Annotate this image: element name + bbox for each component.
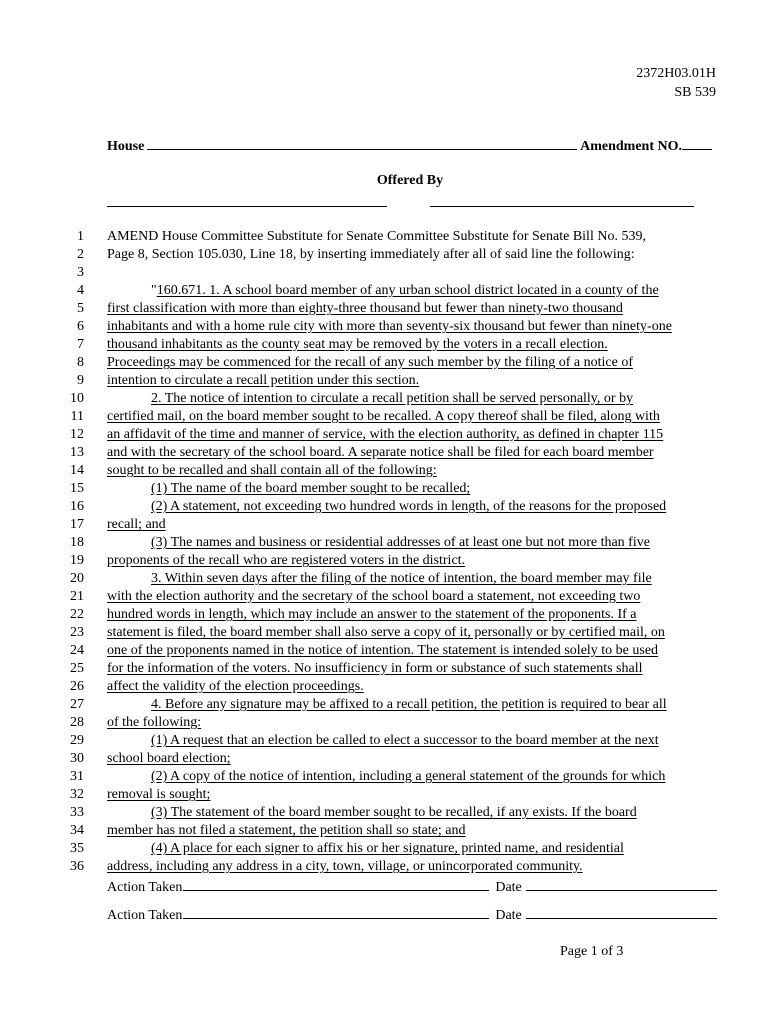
line-number: 34 (70, 823, 84, 838)
line-content: address, including any address in a city, town, village, or unincorporated community. (107, 859, 583, 874)
document-line (0, 804, 770, 822)
line-number: 24 (70, 643, 84, 658)
line-content: proponents of the recall who are registered voters in the district. (107, 553, 466, 568)
line-content: (1) A request that an election be called to elect a successor to the board member at the next (151, 733, 659, 748)
sponsor-signature-line-left (107, 206, 387, 207)
line-text (107, 228, 646, 246)
line-text (107, 444, 654, 462)
line-content: (3) The names and business or residential addresses of at least one but not more than five (151, 535, 650, 550)
line-text (107, 516, 166, 534)
line-text (107, 786, 210, 804)
line-text (107, 336, 608, 354)
line-number: 20 (70, 571, 84, 586)
line-content: certified mail, on the board member sought to be recalled. A copy thereof shall be filed, along with (107, 409, 660, 424)
line-text (151, 390, 633, 408)
house-label: House (107, 139, 145, 154)
document-line (0, 462, 770, 480)
document-line (0, 858, 770, 876)
document-line (0, 534, 770, 552)
line-number: 31 (70, 769, 84, 784)
line-text (151, 696, 667, 714)
line-text (151, 768, 665, 786)
line-text (107, 642, 658, 660)
line-content: AMEND House Committee Substitute for Senate Committee Substitute for Senate Bill No. 539, (107, 229, 646, 244)
line-text (151, 804, 637, 822)
line-text (107, 714, 201, 732)
line-number: 6 (77, 319, 84, 334)
document-line (0, 624, 770, 642)
document-line (0, 786, 770, 804)
document-line (0, 606, 770, 624)
line-text (107, 678, 364, 696)
line-number: 15 (70, 481, 84, 496)
document-line (0, 426, 770, 444)
document-line (0, 408, 770, 426)
line-text (151, 570, 652, 588)
line-number: 9 (77, 373, 84, 388)
document-line (0, 750, 770, 768)
document-line (0, 228, 770, 246)
line-number: 30 (70, 751, 84, 766)
line-text (107, 408, 660, 426)
line-text (151, 480, 470, 498)
line-text (107, 354, 633, 372)
document-line (0, 714, 770, 732)
line-text (107, 426, 663, 444)
line-text (107, 858, 583, 876)
document-line (0, 822, 770, 840)
line-content: (2) A statement, not exceeding two hundred words in length, of the reasons for the proposed (151, 499, 667, 514)
date-blank (526, 906, 717, 919)
line-number: 14 (70, 463, 84, 478)
line-text (107, 246, 635, 264)
line-number: 5 (77, 301, 84, 316)
document-line (0, 498, 770, 516)
line-text (107, 318, 672, 336)
action-taken-row-1 (107, 878, 717, 896)
amendment-body (0, 228, 770, 876)
action-taken-blank (183, 906, 489, 919)
document-line (0, 264, 770, 282)
line-number: 8 (77, 355, 84, 370)
senate-bill-number: SB 539 (674, 85, 716, 100)
document-line (0, 354, 770, 372)
date-label: Date (495, 880, 522, 895)
line-content: of the following: (107, 715, 202, 730)
line-number: 10 (70, 391, 84, 406)
line-text (107, 624, 665, 642)
document-line (0, 336, 770, 354)
document-line (0, 372, 770, 390)
line-number: 25 (70, 661, 84, 676)
line-content: Proceedings may be commenced for the recall of any such member by the filing of a notice of (107, 355, 633, 370)
line-text (107, 588, 640, 606)
document-line (0, 552, 770, 570)
document-line (0, 516, 770, 534)
document-line (0, 768, 770, 786)
house-blank-line (147, 137, 577, 150)
line-number: 23 (70, 625, 84, 640)
document-line (0, 678, 770, 696)
document-line (0, 642, 770, 660)
line-content: 3. Within seven days after the filing of the notice of intention, the board member may file (151, 571, 652, 586)
line-content: with the election authority and the secretary of the school board a statement, not exceeding two (107, 589, 641, 604)
line-number: 27 (70, 697, 84, 712)
document-line (0, 300, 770, 318)
line-number: 3 (77, 265, 84, 280)
date-label: Date (495, 908, 522, 923)
line-content: statement is filed, the board member shall also serve a copy of it, personally or by certified mail, on (107, 625, 665, 640)
document-line (0, 840, 770, 858)
document-line (0, 480, 770, 498)
line-content: and with the secretary of the school board. A separate notice shall be filed for each board member (107, 445, 654, 460)
line-content: sought to be recalled and shall contain all of the following: (107, 463, 437, 478)
line-content: (1) The name of the board member sought to be recalled; (151, 481, 471, 496)
line-content: intention to circulate a recall petition under this section. (107, 373, 420, 388)
line-number: 36 (70, 859, 84, 874)
line-number: 35 (70, 841, 84, 856)
sponsor-signature-line-right (430, 206, 694, 207)
line-text (107, 462, 437, 480)
line-text (107, 372, 419, 390)
line-text (107, 822, 465, 840)
line-content: 4. Before any signature may be affixed to a recall petition, the petition is required to bear all (151, 697, 667, 712)
line-number: 19 (70, 553, 84, 568)
house-amendment-row (107, 137, 712, 155)
line-number: 1 (77, 229, 84, 244)
document-line (0, 246, 770, 264)
line-text (107, 552, 465, 570)
action-taken-label: Action Taken (107, 880, 183, 895)
document-line (0, 318, 770, 336)
line-number: 22 (70, 607, 84, 622)
line-content: first classification with more than eighty-three thousand but fewer than ninety-two thousand (107, 301, 623, 316)
action-taken-row-2 (107, 906, 717, 924)
line-number: 2 (77, 247, 84, 262)
action-taken-blank (183, 878, 489, 891)
line-number: 26 (70, 679, 84, 694)
document-line (0, 588, 770, 606)
line-content: (3) The statement of the board member sought to be recalled, if any exists. If the board (151, 805, 637, 820)
line-number: 4 (77, 283, 84, 298)
document-line (0, 696, 770, 714)
document-line (0, 390, 770, 408)
document-line (0, 660, 770, 678)
line-number: 11 (70, 409, 84, 424)
line-text (107, 606, 637, 624)
offered-by-label: Offered By (376, 173, 444, 188)
line-content: thousand inhabitants as the county seat may be removed by the voters in a recall election. (107, 337, 608, 352)
line-content: inhabitants and with a home rule city with more than seventy-six thousand but fewer than ninety-one (107, 319, 672, 334)
line-text (107, 660, 643, 678)
line-text (151, 498, 666, 516)
document-line (0, 444, 770, 462)
line-content: (4) A place for each signer to affix his or her signature, printed name, and residential (151, 841, 624, 856)
line-text (107, 300, 623, 318)
open-quote: " (151, 283, 157, 298)
amendment-label: Amendment NO. (580, 139, 682, 154)
line-content: member has not filed a statement, the petition shall so state; and (107, 823, 466, 838)
line-content: (2) A copy of the notice of intention, including a general statement of the grounds for which (151, 769, 666, 784)
line-number: 18 (70, 535, 84, 550)
line-content: school board election; (107, 751, 231, 766)
bill-id: 2372H03.01H (636, 66, 716, 81)
line-content: an affidavit of the time and manner of service, with the election authority, as defined in chapter 115 (107, 427, 664, 442)
line-text (151, 840, 624, 858)
line-number: 17 (70, 517, 84, 532)
line-number: 13 (70, 445, 84, 460)
line-number: 29 (70, 733, 84, 748)
amendment-number-blank (682, 137, 712, 150)
document-line (0, 732, 770, 750)
line-number: 12 (70, 427, 84, 442)
line-text (151, 732, 659, 750)
line-content: 160.671. 1. A school board member of any urban school district located in a county of the (156, 283, 659, 298)
page-number: Page 1 of 3 (560, 944, 624, 959)
line-content: removal is sought; (107, 787, 211, 802)
action-taken-label: Action Taken (107, 908, 183, 923)
line-number: 33 (70, 805, 84, 820)
line-text (151, 534, 650, 552)
date-blank (526, 878, 717, 891)
line-content: for the information of the voters. No insufficiency in form or substance of such statements shall (107, 661, 643, 676)
line-number: 32 (70, 787, 84, 802)
line-content: one of the proponents named in the notice of intention. The statement is intended solely to be used (107, 643, 659, 658)
line-number: 16 (70, 499, 84, 514)
line-content: affect the validity of the election proceedings. (107, 679, 364, 694)
line-content: Page 8, Section 105.030, Line 18, by inserting immediately after all of said line the following: (107, 247, 635, 262)
line-content: 2. The notice of intention to circulate a recall petition shall be served personally, or by (151, 391, 634, 406)
line-number: 7 (77, 337, 84, 352)
line-text (151, 282, 659, 300)
document-line (0, 282, 770, 300)
line-content: recall; and (107, 517, 166, 532)
line-text (107, 750, 231, 768)
line-number: 28 (70, 715, 84, 730)
line-content: hundred words in length, which may include an answer to the statement of the proponents. If a (107, 607, 637, 622)
line-number: 21 (70, 589, 84, 604)
document-line (0, 570, 770, 588)
